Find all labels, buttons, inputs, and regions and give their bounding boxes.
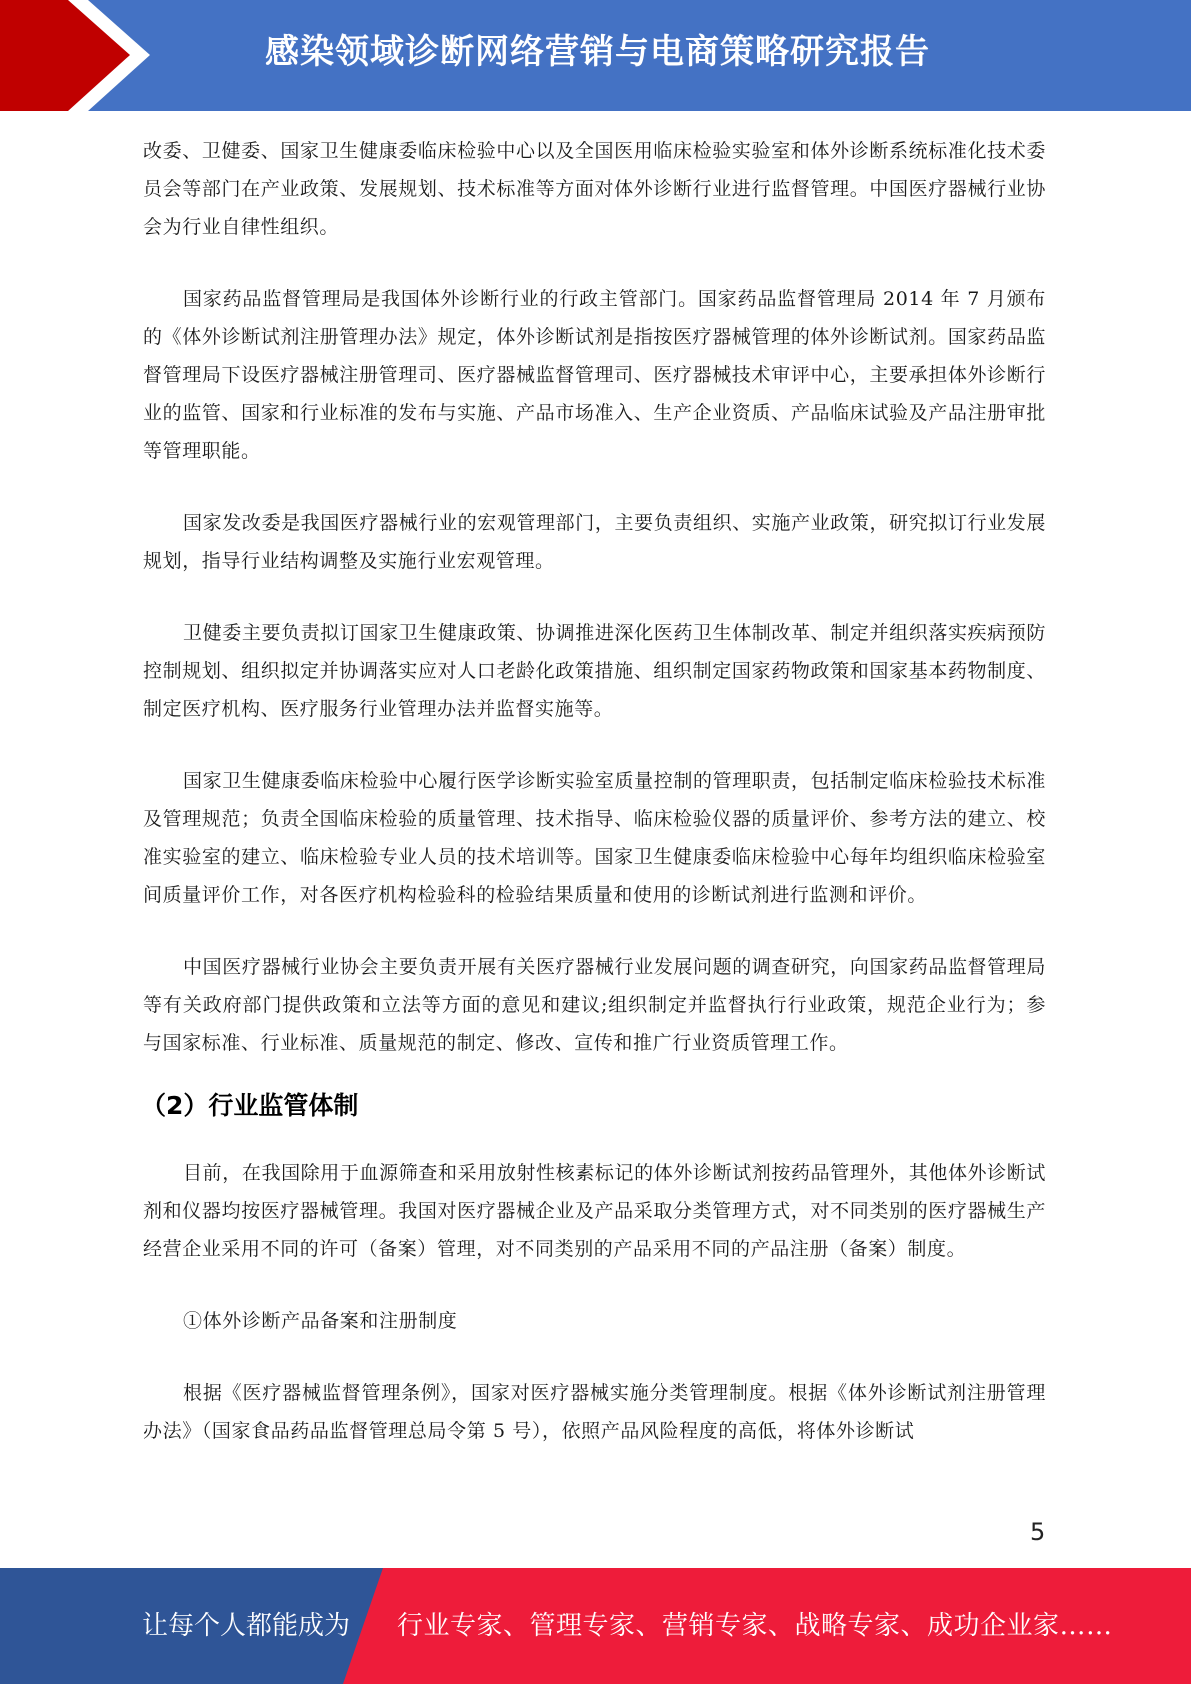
page-body xyxy=(143,132,1046,1450)
body-paragraph: 根据《医疗器械监督管理条例》，国家对医疗器械实施分类管理制度。根据《体外诊断试剂注册管理办法》（国家食品药品监督管理总局令第 5 号），依照产品风险程度的高低，将体外诊断试 xyxy=(143,1382,1046,1442)
body-paragraph: 改委、卫健委、国家卫生健康委临床检验中心以及全国医用临床检验实验室和体外诊断系统标准化技术委员会等部门在产业政策、发展规划、技术标准等方面对体外诊断行业进行监督管理。中国医疗器械行业协会为行业自律性组织。 xyxy=(143,140,1046,238)
section-heading: （2）行业监管体制 xyxy=(141,1091,359,1120)
header-arrow-decoration xyxy=(0,0,160,111)
body-paragraph: 目前，在我国除用于血源筛查和采用放射性核素标记的体外诊断试剂按药品管理外，其他体外诊断试剂和仪器均按医疗器械管理。我国对医疗器械企业及产品采取分类管理方式，对不同类别的医疗器械生产经营企业采用不同的许可（备案）管理，对不同类别的产品采用不同的产品注册（备案）制度。 xyxy=(143,1162,1046,1260)
body-paragraph: 国家卫生健康委临床检验中心履行医学诊断实验室质量控制的管理职责，包括制定临床检验技术标准及管理规范；负责全国临床检验的质量管理、技术指导、临床检验仪器的质量评价、参考方法的建立、校准实验室的建立、临床检验专业人员的技术培训等。国家卫生健康委临床检验中心每年均组织临床检验室间质量评价工作，对各医疗机构检验科的检验结果质量和使用的诊断试剂进行监测和评价。 xyxy=(143,770,1046,906)
page-number: 5 xyxy=(1030,1518,1046,1546)
report-title: 感染领域诊断网络营销与电商策略研究报告 xyxy=(265,32,930,72)
body-paragraph: 卫健委主要负责拟订国家卫生健康政策、协调推进深化医药卫生体制改革、制定并组织落实疾病预防控制规划、组织拟定并协调落实应对人口老龄化政策措施、组织制定国家药物政策和国家基本药物制度、制定医疗机构、医疗服务行业管理办法并监督实施等。 xyxy=(143,622,1046,720)
body-paragraph: 国家发改委是我国医疗器械行业的宏观管理部门，主要负责组织、实施产业政策，研究拟订行业发展规划，指导行业结构调整及实施行业宏观管理。 xyxy=(143,512,1046,572)
page-header xyxy=(0,0,1191,111)
footer-slogan-right: 行业专家、管理专家、营销专家、战略专家、成功企业家…… xyxy=(397,1611,1113,1641)
body-paragraph: 国家药品监督管理局是我国体外诊断行业的行政主管部门。国家药品监督管理局 2014 年 7 月颁布的《体外诊断试剂注册管理办法》规定，体外诊断试剂是指按医疗器械管理的体外诊断试剂。国家药品监督管理局下设医疗器械注册管理司、医疗器械监督管理司、医疗器械技术审评中心，主要承担体外诊断行业的监管、国家和行业标准的发布与实施、产品市场准入、生产企业资质、产品临床试验及产品注册审批等管理职能。 xyxy=(143,288,1046,462)
footer-slogan-left: 让每个人都能成为 xyxy=(142,1611,351,1641)
subsection-label: ①体外诊断产品备案和注册制度 xyxy=(183,1310,458,1332)
body-paragraph: 中国医疗器械行业协会主要负责开展有关医疗器械行业发展问题的调查研究，向国家药品监督管理局等有关政府部门提供政策和立法等方面的意见和建议;组织制定并监督执行行业政策，规范企业行为；参与国家标准、行业标准、质量规范的制定、修改、宣传和推广行业资质管理工作。 xyxy=(143,956,1046,1054)
